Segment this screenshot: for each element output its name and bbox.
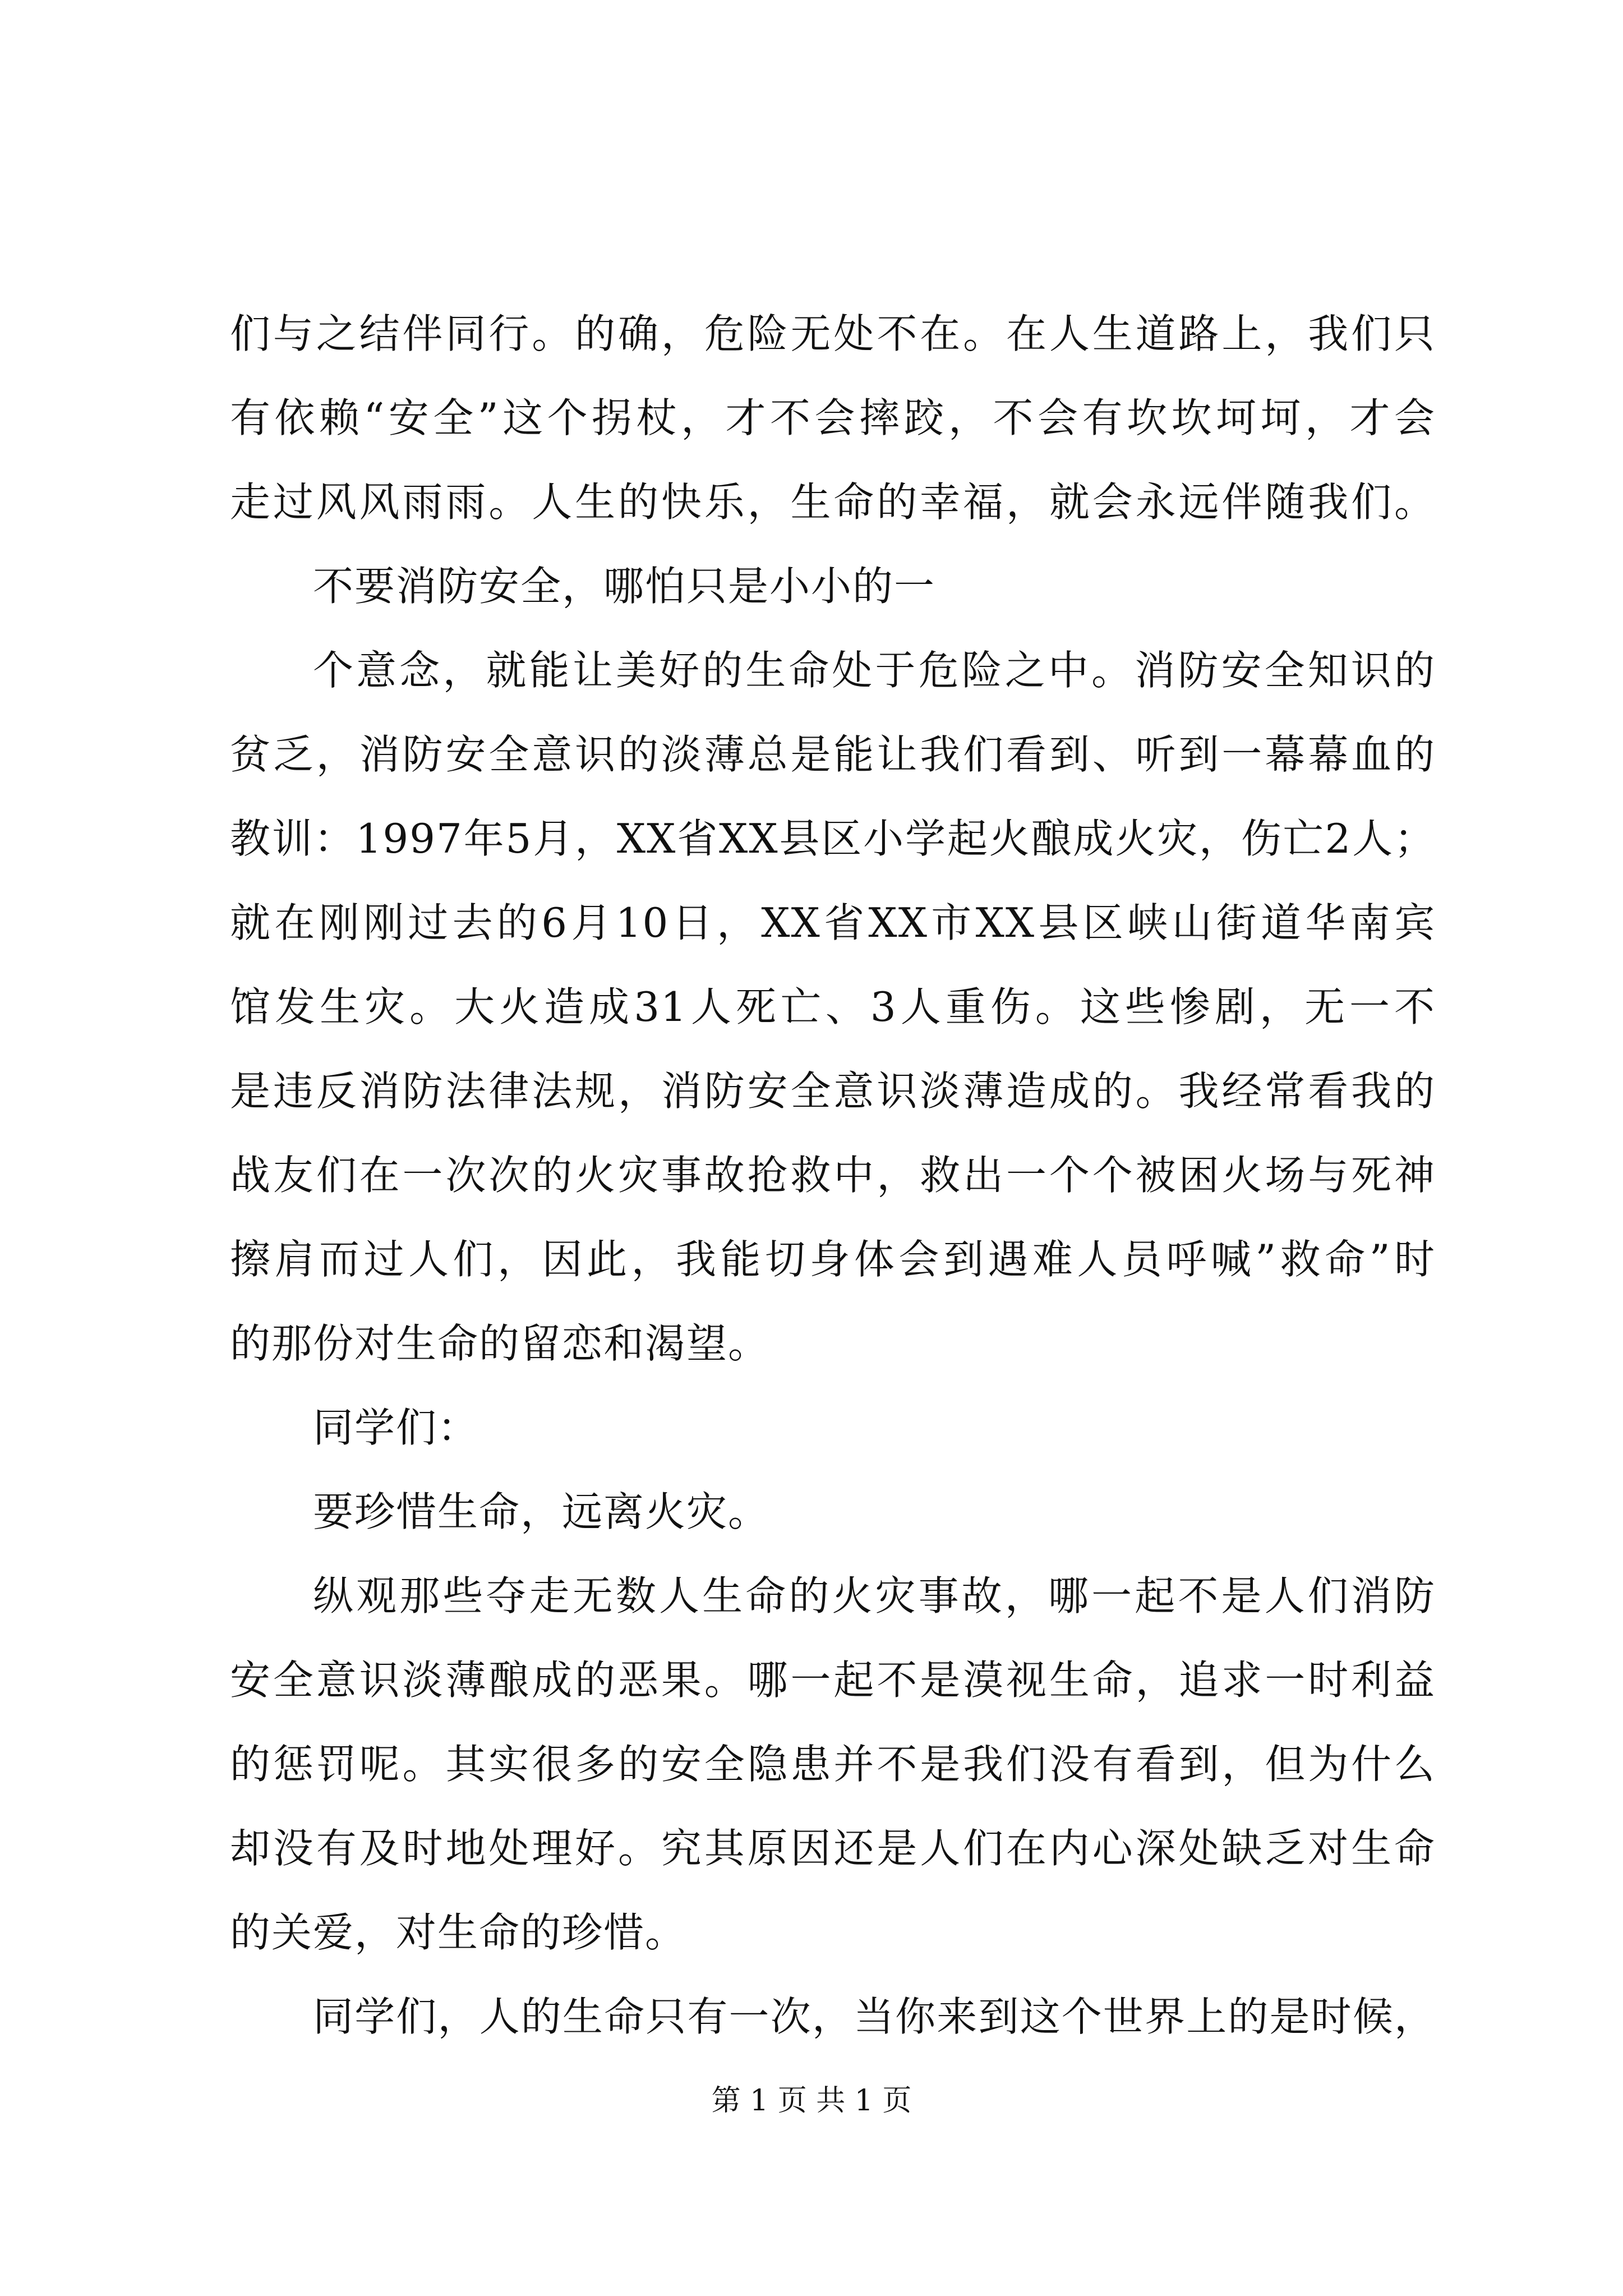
- text-line: 个意念，就能让美好的生命处于危险之中。消防安全知识的: [313, 647, 1436, 694]
- text-line: 们与之结伴同行。的确，危险无处不在。在人生道路上，我们只: [230, 310, 1436, 357]
- text-line: 教训：1997年5月，XX省XX县区小学起火酿成火灾，伤亡2人；: [230, 815, 1436, 862]
- text-line: 的惩罚呢。其实很多的安全隐患并不是我们没有看到，但为什么: [230, 1741, 1436, 1788]
- text-line: 不要消防安全，哪怕只是小小的一: [313, 563, 936, 610]
- text-line: 的关爱，对生命的珍惜。: [230, 1909, 687, 1956]
- text-line: 馆发生灾。大火造成31人死亡、3人重伤。这些惨剧，无一不: [230, 983, 1436, 1030]
- text-line: 却没有及时地处理好。究其原因还是人们在内心深处缺乏对生命: [230, 1825, 1436, 1872]
- page-number-label: 第 1 页 共 1 页: [711, 2084, 912, 2118]
- text-line: 有依赖“安全”这个拐杖，才不会摔跤，不会有坎坎坷坷，才会: [230, 394, 1436, 441]
- text-line: 同学们：: [313, 1404, 479, 1451]
- text-line: 就在刚刚过去的6月10日，XX省XX市XX县区峡山街道华南宾: [230, 899, 1436, 946]
- text-line: 要珍惜生命，远离火灾。: [313, 1488, 770, 1535]
- text-line: 战友们在一次次的火灾事故抢救中，救出一个个被困火场与死神: [230, 1152, 1436, 1199]
- text-line: 擦肩而过人们，因此，我能切身体会到遇难人员呼喊”救命”时: [230, 1236, 1436, 1283]
- text-line: 纵观那些夺走无数人生命的火灾事故，哪一起不是人们消防: [313, 1572, 1436, 1619]
- text-line: 走过风风雨雨。人生的快乐，生命的幸福，就会永远伴随我们。: [230, 478, 1436, 526]
- text-line: 同学们，人的生命只有一次，当你来到这个世界上的是时候，: [313, 1993, 1436, 2040]
- text-line: 的那份对生命的留恋和渴望。: [230, 1320, 770, 1367]
- text-line: 安全意识淡薄酿成的恶果。哪一起不是漠视生命，追求一时利益: [230, 1657, 1436, 1704]
- page-footer: [0, 2081, 1623, 2120]
- text-line: 贫乏，消防安全意识的淡薄总是能让我们看到、听到一幕幕血的: [230, 731, 1436, 778]
- body-text: [230, 292, 1436, 2059]
- text-line: 是违反消防法律法规，消防安全意识淡薄造成的。我经常看我的: [230, 1068, 1436, 1115]
